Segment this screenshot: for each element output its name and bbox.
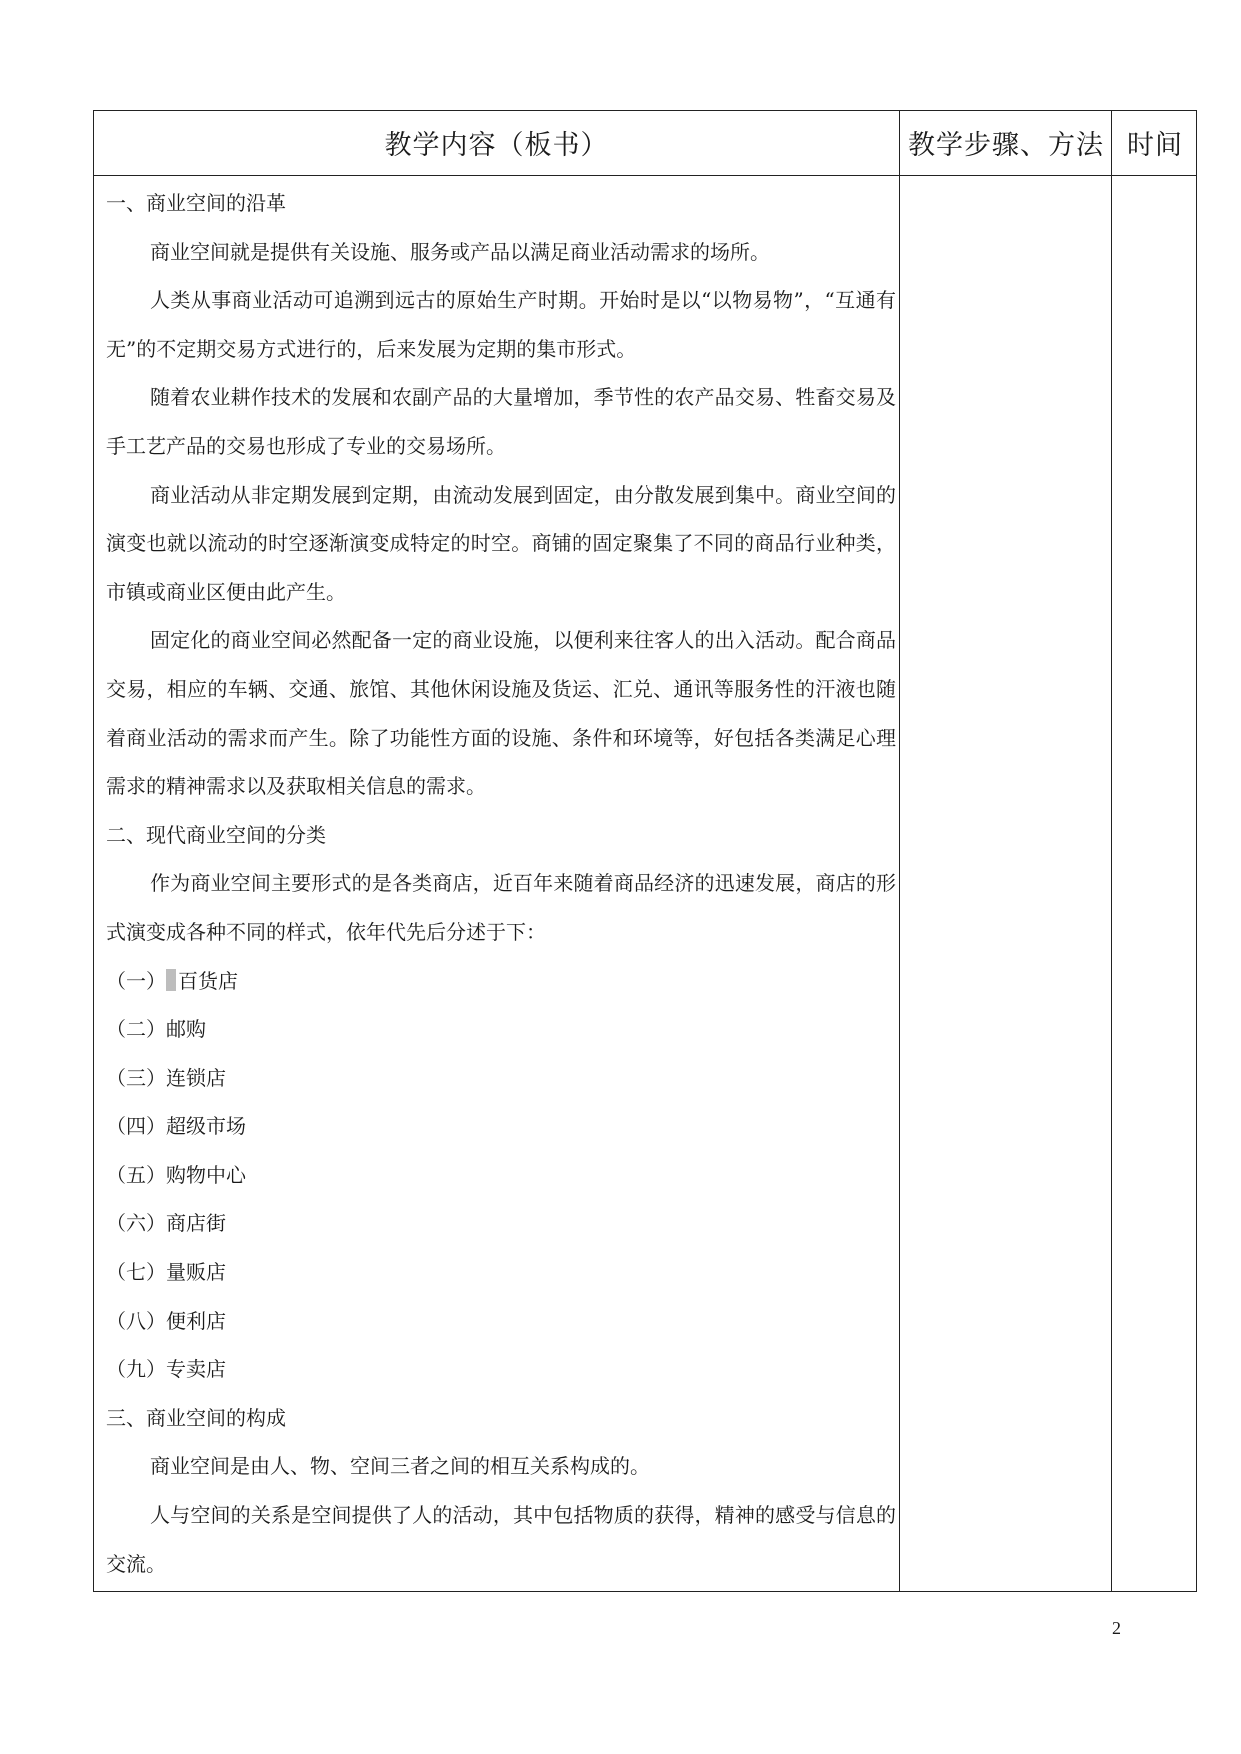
section1-heading: 一、商业空间的沿革 <box>106 191 286 215</box>
header-time-column: 时间 <box>1127 130 1183 161</box>
list-item <box>106 957 896 1006</box>
section1-paragraph-5: 固定化的商业空间必然配备一定的商业设施，以便利来往客人的出入活动。配合商品交易，相应的车辆、交通、旅馆、其他休闲设施及货运、汇兑、通讯等服务性的汗液也随着商业活动的需求而产生。除了功能性方面的设施、条件和环境等，好包括各类满足心理需求的精神需求以及获取相关信息的需求。 <box>106 628 896 799</box>
list-item-number: （三） <box>106 1065 166 1090</box>
list-item-label: 连锁店 <box>166 1065 226 1090</box>
header-content-column: 教学内容（板书） <box>384 130 609 161</box>
list-item-number: （六） <box>106 1211 166 1236</box>
list-item-number: （一） <box>106 968 166 993</box>
section1-paragraph-1: 商业空间就是提供有关设施、服务或产品以满足商业活动需求的场所。 <box>150 239 770 264</box>
list-item <box>106 1151 896 1200</box>
list-item <box>106 1005 896 1054</box>
list-item-label: 超级市场 <box>166 1114 246 1139</box>
list-item <box>106 1297 896 1346</box>
list-item <box>106 1345 896 1394</box>
list-item-number: （七） <box>106 1260 166 1285</box>
list-item-label: 专卖店 <box>166 1357 226 1382</box>
section3-paragraph-2: 人与空间的关系是空间提供了人的活动，其中包括物质的获得，精神的感受与信息的交流。 <box>106 1503 896 1576</box>
list-item-label: 购物中心 <box>166 1162 246 1187</box>
column-divider-1 <box>899 111 900 1591</box>
list-item-label: 商店街 <box>166 1211 226 1236</box>
page-number: 2 <box>1112 1618 1121 1638</box>
list-item <box>106 1054 896 1103</box>
list-item-label: 邮购 <box>166 1017 206 1042</box>
text-cursor-highlight <box>166 969 176 991</box>
list-item <box>106 1248 896 1297</box>
lesson-plan-table <box>93 110 1197 1592</box>
list-item-label: 便利店 <box>166 1308 226 1333</box>
section2-heading: 二、现代商业空间的分类 <box>106 822 326 847</box>
table-header-row <box>94 111 1196 176</box>
section2-paragraph-1: 作为商业空间主要形式的是各类商店，近百年来随着商品经济的迅速发展，商店的形式演变成各种不同的样式，依年代先后分述于下： <box>106 871 896 944</box>
section3-paragraph-1: 商业空间是由人、物、空间三者之间的相互关系构成的。 <box>150 1454 650 1479</box>
list-item <box>106 1199 896 1248</box>
list-item-number: （五） <box>106 1162 166 1187</box>
column-divider-2 <box>1111 111 1112 1591</box>
list-item-number: （八） <box>106 1308 166 1333</box>
list-item <box>106 1102 896 1151</box>
section1-paragraph-4: 商业活动从非定期发展到定期，由流动发展到固定，由分散发展到集中。商业空间的演变也就以流动的时空逐渐演变成特定的时空。商铺的固定聚集了不同的商品行业种类，市镇或商业区便由此产生。 <box>106 482 896 604</box>
section1-paragraph-2: 人类从事商业活动可追溯到远古的原始生产时期。开始时是以“以物易物”，“互通有无”的不定期交易方式进行的，后来发展为定期的集市形式。 <box>106 288 896 361</box>
content-cell <box>106 179 896 1588</box>
list-item-number: （二） <box>106 1017 166 1042</box>
list-item-label: 量贩店 <box>166 1260 226 1285</box>
header-method-column: 教学步骤、方法 <box>908 130 1104 161</box>
list-item-label: 百货店 <box>178 968 238 993</box>
section1-paragraph-3: 随着农业耕作技术的发展和农副产品的大量增加，季节性的农产品交易、牲畜交易及手工艺产品的交易也形成了专业的交易场所。 <box>106 385 896 458</box>
list-item-number: （九） <box>106 1357 166 1382</box>
section3-heading: 三、商业空间的构成 <box>106 1405 286 1430</box>
list-item-number: （四） <box>106 1114 166 1139</box>
